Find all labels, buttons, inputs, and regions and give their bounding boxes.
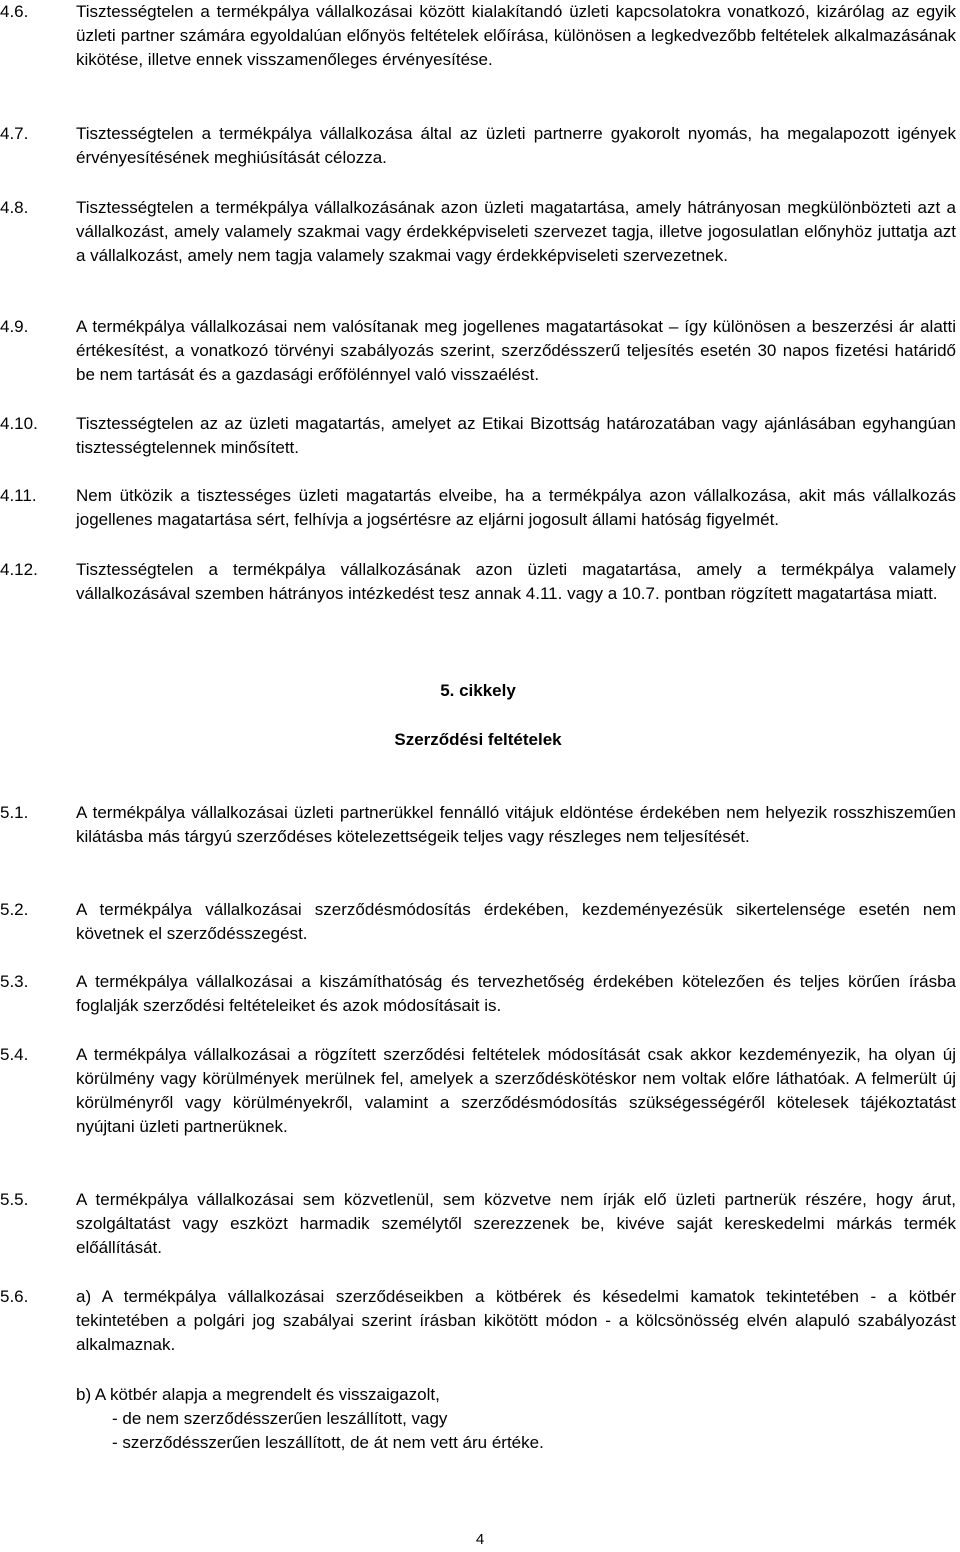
clause-number: 4.9. xyxy=(0,317,29,336)
clause-5-1 xyxy=(0,801,956,849)
clause-4-7 xyxy=(0,122,956,170)
clause-number: 5.3. xyxy=(0,972,29,991)
clause-number: 4.6. xyxy=(0,2,29,21)
clause-text: Tisztességtelen a termékpálya vállalkozásának azon üzleti magatartása, amely a termékpálya valamely vállalkozásával szemben hátrányos intézkedést tesz annak 4.11. vagy a 10.7. pontban rögzített magatartása miatt. xyxy=(76,560,956,603)
clause-text: Tisztességtelen a termékpálya vállalkozása által az üzleti partnerre gyakorolt nyomás, ha megalapozott igények érvényesítésének meghiúsítását célozza. xyxy=(76,124,956,167)
clause-5-4 xyxy=(0,1043,956,1139)
clause-text: A termékpálya vállalkozásai nem valósítanak meg jogellenes magatartásokat – így különösen a beszerzési ár alatti értékesítést, a vonatkozó törvényi szabályozás szerint, szerződésszerű teljesítés esetén 30 napos fizetési határidő be nem tartását és a gazdasági erőfölénnyel való visszaélést. xyxy=(76,317,956,384)
clause-number: 5.5. xyxy=(0,1190,29,1209)
clause-number: 4.8. xyxy=(0,198,29,217)
clause-text: A termékpálya vállalkozásai a rögzített szerződési feltételek módosítását csak akkor kezdeményezik, ha olyan új körülmény vagy körülmények merülnek fel, amelyek a szerződéskötéskor nem voltak előre láthatóak. A felmerült új körülményről vagy körülményekről, valamint a szerződésmódosítás szükségességéről kötelesek tájékoztatást nyújtani üzleti partnerüknek. xyxy=(76,1045,956,1136)
clause-text: Tisztességtelen az az üzleti magatartás, amelyet az Etikai Bizottság határozatában vagy ajánlásában egyhangúan tisztességtelennek minősített. xyxy=(76,414,956,457)
page-number: 4 xyxy=(475,1531,485,1548)
clause-text: Tisztességtelen a termékpálya vállalkozásának azon üzleti magatartása, amely hátrányosan megkülönbözteti azt a vállalkozást, amely valamely szakmai vagy érdekképviseleti szervezet tagja, illetve jogosulatlan előnyhöz juttatja azt a vállalkozást, amely nem tagja valamely szakmai vagy érdekképviseleti szervezetnek. xyxy=(76,198,956,265)
clause-4-12 xyxy=(0,558,956,606)
clause-4-8 xyxy=(0,196,956,268)
clause-number: 5.1. xyxy=(0,803,29,822)
clause-5-2 xyxy=(0,898,956,946)
article-title: Szerződési feltételek xyxy=(394,730,562,749)
sub-dash-item: - de nem szerződésszerűen leszállított, vagy xyxy=(112,1409,448,1428)
clause-5-3 xyxy=(0,970,956,1018)
clause-4-10 xyxy=(0,412,956,460)
clause-text: A termékpálya vállalkozásai üzleti partnerükkel fennálló vitájuk eldöntése érdekében nem helyezik rosszhiszeműen kilátásba más tárgyú szerződéses kötelezettségeik teljes vagy részleges nem teljesítését. xyxy=(76,803,956,846)
clause-text: A termékpálya vállalkozásai a kiszámíthatóság és tervezhetőség érdekében kötelezően és teljes körűen írásba foglalják szerződési feltételeiket és azok módosításait is. xyxy=(76,972,956,1015)
sub-list xyxy=(76,1383,956,1455)
clause-number: 4.11. xyxy=(0,486,37,505)
clause-number: 5.2. xyxy=(0,900,29,919)
clause-number: 5.4. xyxy=(0,1045,29,1064)
clause-text: Tisztességtelen a termékpálya vállalkozásai között kialakítandó üzleti kapcsolatokra vonatkozó, kizárólag az egyik üzleti partner számára egyoldalúan előnyös feltételek előírása, különösen a legkedvezőbb feltételek alkalmazásának kikötése, illetve ennek visszamenőleges érvényesítése. xyxy=(76,2,956,69)
clause-5-6-b xyxy=(0,1383,956,1455)
sub-dash-item: - szerződésszerűen leszállított, de át nem vett áru értéke. xyxy=(112,1433,544,1452)
clause-text: A termékpálya vállalkozásai sem közvetlenül, sem közvetve nem írják elő üzleti partnerük részére, hogy árut, szolgáltatást vagy eszközt harmadik személytől szerezzenek be, kivéve saját kereskedelmi márkás termék előállítását. xyxy=(76,1190,956,1257)
clause-number: 5.6. xyxy=(0,1287,29,1306)
clause-number: 4.10. xyxy=(0,414,38,433)
clause-4-11 xyxy=(0,484,956,532)
article-number: 5. cikkely xyxy=(440,681,516,700)
clause-number: 4.12. xyxy=(0,560,38,579)
clause-text: A termékpálya vállalkozásai szerződésmódosítás érdekében, kezdeményezésük sikertelensége esetén nem követnek el szerződésszegést. xyxy=(76,900,956,943)
clause-4-9 xyxy=(0,315,956,387)
sub-intro: b) A kötbér alapja a megrendelt és visszaigazolt, xyxy=(76,1385,440,1404)
clause-text: a) A termékpálya vállalkozásai szerződéseikben a kötbérek és késedelmi kamatok tekintetében - a kötbér tekintetében a polgári jog szabályai szerint írásban kikötött módon - a kölcsönösség elvén alapuló szabályozást alkalmaznak. xyxy=(76,1287,956,1354)
clause-4-6 xyxy=(0,0,956,72)
clause-5-6 xyxy=(0,1285,956,1357)
clause-5-5 xyxy=(0,1188,956,1260)
clause-text: Nem ütközik a tisztességes üzleti magatartás elveibe, ha a termékpálya azon vállalkozása, akit más vállalkozás jogellenes magatartása sért, felhívja a jogsértésre az eljárni jogosult állami hatóság figyelmét. xyxy=(76,486,956,529)
clause-number: 4.7. xyxy=(0,124,29,143)
